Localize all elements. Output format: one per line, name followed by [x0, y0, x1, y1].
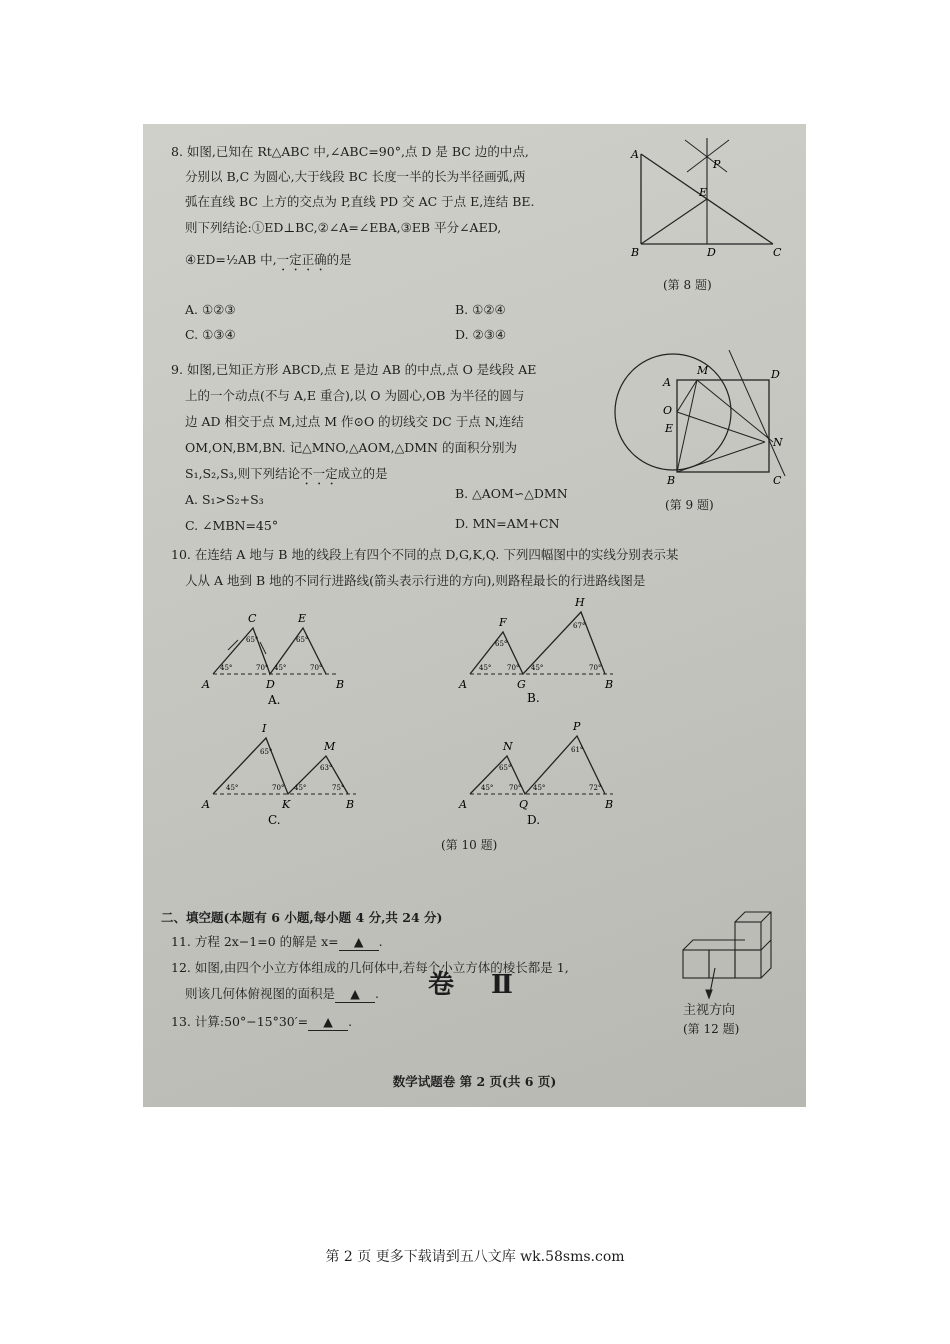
q8-option-d: D. ②③④ — [455, 327, 507, 342]
q9-option-b: B. △AOM∽△DMN — [455, 486, 568, 501]
q10d-angle-2: 61° — [571, 746, 584, 754]
q10b-angle-2: 67° — [573, 622, 586, 630]
q10b-bottom-3: B — [605, 678, 614, 691]
q10c-bottom-3: B — [346, 798, 355, 811]
q8-label-d: D — [707, 246, 716, 259]
inner-page-footer: 数学试题卷 第 2 页(共 6 页) — [392, 1074, 557, 1089]
q12-caption: (第 12 题) — [683, 1022, 740, 1036]
q10a-label: A. — [268, 693, 281, 706]
q12-line-2-text: 则该几何体俯视图的面积是 — [185, 986, 336, 1001]
q10b-top-2: H — [575, 596, 585, 609]
q10-figure-b — [455, 592, 625, 704]
q8-line-5-a: ④ED=½AB 中, — [185, 252, 277, 267]
q10b-angle-4: 70° — [507, 664, 520, 672]
q10c-angle-5: 45° — [294, 784, 307, 792]
q10-line-1: 10. 在连结 A 地与 B 地的线段上有四个不同的点 D,G,K,Q. 下列四幅图中的实线分别表示某 — [171, 547, 679, 562]
q10c-angle-1: 65° — [260, 748, 273, 756]
q9-label-a: A — [663, 376, 671, 389]
q10a-bottom-3: B — [336, 678, 345, 691]
q13-blank: ▲ — [308, 1014, 348, 1031]
q10d-angle-3: 45° — [481, 784, 494, 792]
q12-direction: 主视方向 — [683, 1003, 736, 1018]
q13 — [171, 1014, 352, 1031]
volume-title: 卷 Ⅱ — [428, 970, 527, 1000]
q9-label-e: E — [665, 422, 674, 435]
q10d-angle-4: 70° — [509, 784, 522, 792]
q8-line-2: 分别以 B,C 为圆心,大于线段 BC 长度一半的长为半径画弧,两 — [185, 169, 526, 184]
q10d-angle-1: 65° — [499, 764, 512, 772]
q10b-top-1: F — [499, 616, 507, 629]
q10c-angle-6: 75° — [332, 784, 345, 792]
q9-line-1: 9. 如图,已知正方形 ABCD,点 E 是边 AB 的中点,点 O 是线段 AE — [171, 362, 537, 377]
q8-label-p: P — [713, 158, 721, 171]
q8-line-5-c: 的是 — [326, 252, 352, 267]
q9-option-d: D. MN=AM+CN — [455, 516, 560, 531]
q10b-angle-1: 65° — [495, 640, 508, 648]
q10d-angle-5: 45° — [533, 784, 546, 792]
q10c-angle-3: 45° — [226, 784, 239, 792]
q13-end: . — [348, 1014, 353, 1029]
q13-text: 13. 计算:50°−15°30′= — [171, 1014, 309, 1029]
q10c-angle-4: 70° — [272, 784, 285, 792]
q10d-bottom-1: A — [459, 798, 467, 811]
q11-blank: ▲ — [339, 934, 379, 951]
q10b-angle-6: 70° — [589, 664, 602, 672]
q10d-top-2: P — [573, 720, 581, 733]
q9-label-c: C — [773, 474, 782, 487]
q9-line-4: OM,ON,BM,BN. 记△MNO,△AOM,△DMN 的面积分别为 — [185, 440, 517, 455]
q8-line-4: 则下列结论:①ED⊥BC,②∠A=∠EBA,③EB 平分∠AED, — [185, 220, 502, 235]
q10a-bottom-2: D — [266, 678, 275, 691]
q9-emphasis: 不一定 — [300, 466, 338, 481]
q8-figure — [623, 132, 793, 282]
q10-figure-c — [198, 716, 368, 828]
q8-option-a: A. ①②③ — [185, 302, 236, 317]
q12-cubes-figure — [675, 902, 793, 1002]
q10a-angle-6: 70° — [310, 664, 323, 672]
q10a-angle-5: 45° — [274, 664, 287, 672]
scanned-exam-page — [143, 124, 806, 1107]
q8-line-3: 弧在直线 BC 上方的交点为 P,直线 PD 交 AC 于点 E,连结 BE. — [185, 194, 535, 209]
q12-line-2 — [185, 986, 379, 1003]
q12-line-1: 12. 如图,由四个小立方体组成的几何体中,若每个小立方体的棱长都是 1, — [171, 960, 569, 975]
q8-label-e: E — [699, 186, 708, 199]
page-footer: 第 2 页 更多下载请到五八文库 wk.58sms.com — [325, 1249, 625, 1265]
q8-option-c: C. ①③④ — [185, 327, 236, 342]
q8-label-c: C — [773, 246, 782, 259]
q9-label-o: O — [663, 404, 673, 417]
q10a-angle-3: 45° — [220, 664, 233, 672]
q8-emphasis: 一定正确 — [276, 252, 327, 267]
q10a-bottom-1: A — [202, 678, 210, 691]
q9-caption: (第 9 题) — [665, 498, 714, 512]
q10b-angle-3: 45° — [479, 664, 492, 672]
q10d-label: D. — [527, 813, 541, 827]
q8-option-b: B. ①②④ — [455, 302, 506, 317]
q8-label-b: B — [631, 246, 640, 259]
q9-line-5-a: S₁,S₂,S₃,则下列结论 — [185, 466, 301, 481]
q10c-bottom-2: K — [282, 798, 291, 811]
q9-line-5-c: 成立的是 — [337, 466, 388, 481]
q10b-bottom-1: A — [459, 678, 467, 691]
q10c-bottom-1: A — [202, 798, 210, 811]
q10-line-2: 人从 A 地到 B 地的不同行进路线(箭头表示行进的方向),则路程最长的行进路线图是 — [185, 573, 646, 588]
q9-line-5 — [185, 466, 388, 488]
q9-line-3: 边 AD 相交于点 M,过点 M 作⊙O 的切线交 DC 于点 N,连结 — [185, 414, 524, 429]
q10c-label: C. — [268, 813, 281, 827]
q10c-top-1: I — [262, 722, 267, 735]
q9-line-2: 上的一个动点(不与 A,E 重合),以 O 为圆心,OB 为半径的圆与 — [185, 388, 525, 403]
q12-blank: ▲ — [335, 986, 375, 1003]
q9-label-n: N — [773, 436, 783, 449]
q9-label-m: M — [697, 364, 709, 377]
q10d-bottom-2: Q — [519, 798, 529, 811]
q10c-top-2: M — [324, 740, 336, 753]
q11 — [171, 934, 383, 951]
q10d-angle-6: 72° — [589, 784, 602, 792]
q10a-angle-2: 65° — [296, 636, 309, 644]
q10d-top-1: N — [503, 740, 513, 753]
q9-label-b: B — [667, 474, 676, 487]
q10d-bottom-3: B — [605, 798, 614, 811]
q8-label-a: A — [631, 148, 639, 161]
q10-figure-d — [455, 716, 625, 828]
q10a-top-2: E — [298, 612, 307, 625]
q10-figure-a — [198, 606, 358, 706]
section-2-heading: 二、填空题(本题有 6 小题,每小题 4 分,共 24 分) — [161, 910, 443, 925]
q10a-angle-4: 70° — [256, 664, 269, 672]
q8-caption: (第 8 题) — [663, 278, 712, 292]
q12-end: . — [375, 986, 379, 1001]
q8-line-5 — [185, 252, 352, 274]
q9-label-d: D — [771, 368, 780, 381]
q10a-top-1: C — [248, 612, 257, 625]
q9-option-a: A. S₁>S₂+S₃ — [185, 492, 264, 507]
q9-figure — [613, 350, 803, 490]
q11-text: 11. 方程 2x−1=0 的解是 x= — [171, 934, 339, 949]
q9-option-c: C. ∠MBN=45° — [185, 518, 279, 533]
q10-caption: (第 10 题) — [441, 838, 498, 852]
q10b-angle-5: 45° — [531, 664, 544, 672]
q10b-label: B. — [527, 691, 540, 704]
q11-end: . — [378, 934, 383, 949]
q8-line-1: 8. 如图,已知在 Rt△ABC 中,∠ABC=90°,点 D 是 BC 边的中点, — [171, 144, 529, 159]
q10b-bottom-2: G — [517, 678, 526, 691]
q10c-angle-2: 63° — [320, 764, 333, 772]
q10a-angle-1: 65° — [246, 636, 259, 644]
